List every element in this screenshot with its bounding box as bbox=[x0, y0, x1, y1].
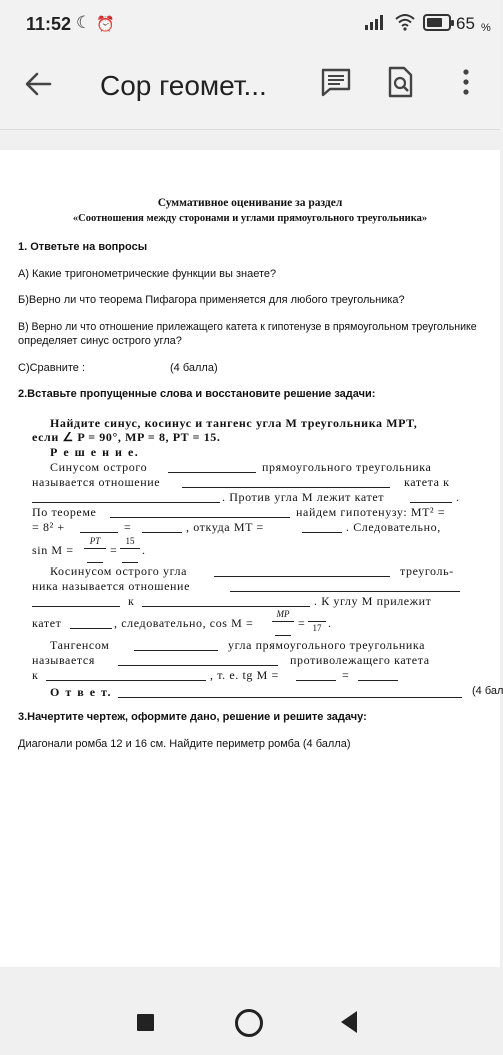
q2-line1-start: Синусом острого bbox=[50, 460, 148, 474]
q2-line5-eq: = bbox=[124, 520, 132, 534]
q2-blank[interactable] bbox=[134, 650, 218, 651]
q2-line7-end: треуголь- bbox=[400, 564, 454, 578]
q1-item-c-line2: определяет синус острого угла? bbox=[18, 335, 182, 347]
q2-line2-start: называется отношение bbox=[32, 475, 161, 489]
q1-points: (4 балла) bbox=[170, 362, 218, 374]
find-in-page-icon[interactable] bbox=[380, 62, 420, 102]
status-bar bbox=[0, 0, 500, 48]
q2-line6-end: . bbox=[142, 543, 146, 557]
q2-points: (4 бал bbox=[472, 685, 503, 697]
q2-blank[interactable] bbox=[214, 576, 390, 577]
q2-line12-start: называется bbox=[32, 653, 95, 667]
q2-blank[interactable] bbox=[275, 635, 291, 636]
q3-title: 3.Начертите чертеж, оформите дано, решение и решите задачу: bbox=[18, 711, 367, 723]
q2-line10-eq: = bbox=[298, 616, 306, 630]
doc-subheading: «Соотношения между сторонами и углами прямоугольного треугольника» bbox=[72, 213, 428, 224]
q2-line9-end: . К углу M прилежит bbox=[314, 594, 432, 608]
wifi-icon bbox=[394, 13, 416, 31]
q2-blank[interactable] bbox=[110, 517, 290, 518]
q2-fraction-bar bbox=[84, 548, 106, 549]
q2-blank[interactable] bbox=[182, 487, 390, 488]
q2-line5-end: . Следовательно, bbox=[346, 520, 441, 534]
q2-blank[interactable] bbox=[46, 680, 206, 681]
q2-blank[interactable] bbox=[122, 562, 138, 563]
q2-blank[interactable] bbox=[32, 502, 220, 503]
q2-line10-mid: , следовательно, cos M = bbox=[114, 616, 254, 630]
q2-line12-end: противолежащего катета bbox=[290, 653, 430, 667]
q2-blank[interactable] bbox=[230, 591, 460, 592]
status-time: 11:52 bbox=[26, 14, 72, 34]
q2-line8: ника называется отношение bbox=[32, 579, 191, 593]
q3-text: Диагонали ромба 12 и 16 см. Найдите периметр ромба (4 балла) bbox=[18, 738, 351, 750]
q2-line4-end: найдем гипотенузу: MT² = bbox=[296, 505, 446, 519]
q2-blank[interactable] bbox=[142, 606, 310, 607]
q2-line5-start: = 8² + bbox=[32, 520, 65, 534]
q2-line10-start: катет bbox=[32, 616, 62, 630]
recent-apps-icon[interactable] bbox=[137, 1014, 154, 1031]
q2-task-line1: Найдите синус, косинус и тангенс угла M треугольника MPT, bbox=[50, 416, 418, 430]
q2-blank[interactable] bbox=[308, 621, 326, 622]
more-vert-icon[interactable] bbox=[446, 62, 486, 102]
q2-line6-eq: = bbox=[110, 543, 118, 557]
q2-blank[interactable] bbox=[87, 562, 103, 563]
battery-level: 65 bbox=[456, 14, 475, 33]
q2-blank[interactable] bbox=[142, 532, 182, 533]
q2-fraction-numerator: 15 bbox=[125, 536, 135, 546]
document-page bbox=[0, 150, 503, 967]
system-navigation-bar bbox=[0, 985, 500, 1055]
alarm-clock-icon: ⏰ bbox=[96, 16, 115, 33]
battery-percent-sign: % bbox=[481, 22, 491, 34]
q2-fraction-denominator: 17 bbox=[312, 623, 322, 633]
q1-item-d: С)Сравните : bbox=[18, 362, 85, 374]
app-bar bbox=[0, 48, 500, 130]
q2-blank[interactable] bbox=[118, 665, 278, 666]
q2-answer-label: О т в е т. bbox=[50, 685, 113, 699]
q2-blank[interactable] bbox=[296, 680, 336, 681]
q2-blank[interactable] bbox=[410, 502, 452, 503]
q2-line3-end: . bbox=[456, 490, 460, 504]
back-arrow-icon[interactable] bbox=[18, 64, 58, 104]
q2-line13-eq: = bbox=[342, 668, 350, 682]
q2-blank[interactable] bbox=[80, 532, 118, 533]
q2-line6-start: sin M = bbox=[32, 543, 74, 557]
back-triangle-icon[interactable] bbox=[341, 1011, 357, 1033]
q2-task-line2: если ∠ P = 90°, MP = 8, PT = 15. bbox=[32, 430, 221, 444]
comment-icon[interactable] bbox=[316, 62, 356, 102]
q2-line9-k: к bbox=[128, 594, 135, 608]
q2-blank[interactable] bbox=[70, 628, 112, 629]
q2-blank[interactable] bbox=[358, 680, 398, 681]
q2-title: 2.Вставьте пропущенные слова и восстановите решение задачи: bbox=[18, 388, 376, 400]
q2-fraction-bar bbox=[120, 548, 140, 549]
q1-item-b: Б)Верно ли что теорема Пифагора применяется для любого треугольника? bbox=[18, 294, 405, 306]
q2-line11-start: Тангенсом bbox=[50, 638, 110, 652]
q2-line13-mid: , т. е. tg M = bbox=[210, 668, 279, 682]
q2-line11-end: угла прямоугольного треугольника bbox=[228, 638, 426, 652]
q2-blank[interactable] bbox=[32, 606, 120, 607]
q2-line4-start: По теореме bbox=[32, 505, 97, 519]
document-title: Сор геомет... bbox=[100, 70, 267, 101]
q2-blank[interactable] bbox=[302, 532, 342, 533]
q2-fraction-numerator: MP bbox=[276, 609, 290, 619]
q2-line13-k: к bbox=[32, 668, 39, 682]
q2-line10-end: . bbox=[328, 616, 332, 630]
q2-line3: . Против угла M лежит катет bbox=[222, 490, 385, 504]
doc-heading: Суммативное оценивание за раздел bbox=[157, 197, 343, 209]
q2-line5-mid: , откуда MT = bbox=[186, 520, 264, 534]
q2-line7-start: Косинусом острого угла bbox=[50, 564, 188, 578]
q1-title: 1. Ответьте на вопросы bbox=[18, 241, 148, 253]
signal-strength-icon bbox=[364, 14, 386, 30]
q2-fraction-numerator: PT bbox=[89, 536, 101, 546]
battery-fill bbox=[427, 18, 442, 27]
do-not-disturb-moon-icon: ☾ bbox=[76, 13, 92, 32]
q2-fraction-bar bbox=[272, 621, 294, 622]
q2-solution-label: Р е ш е н и е. bbox=[50, 445, 140, 459]
q2-line2-end: катета к bbox=[404, 475, 450, 489]
q2-answer-blank[interactable] bbox=[118, 697, 462, 698]
home-icon[interactable] bbox=[235, 1009, 263, 1037]
q1-item-c-line1: В) Верно ли что отношение прилежащего катета к гипотенузе в прямоугольном треугольнике bbox=[18, 321, 477, 333]
q2-blank[interactable] bbox=[168, 472, 256, 473]
q1-item-a: А) Какие тригонометрические функции вы знаете? bbox=[18, 268, 277, 280]
q2-line1-end: прямоугольного треугольника bbox=[262, 460, 432, 474]
battery-icon bbox=[423, 14, 451, 31]
